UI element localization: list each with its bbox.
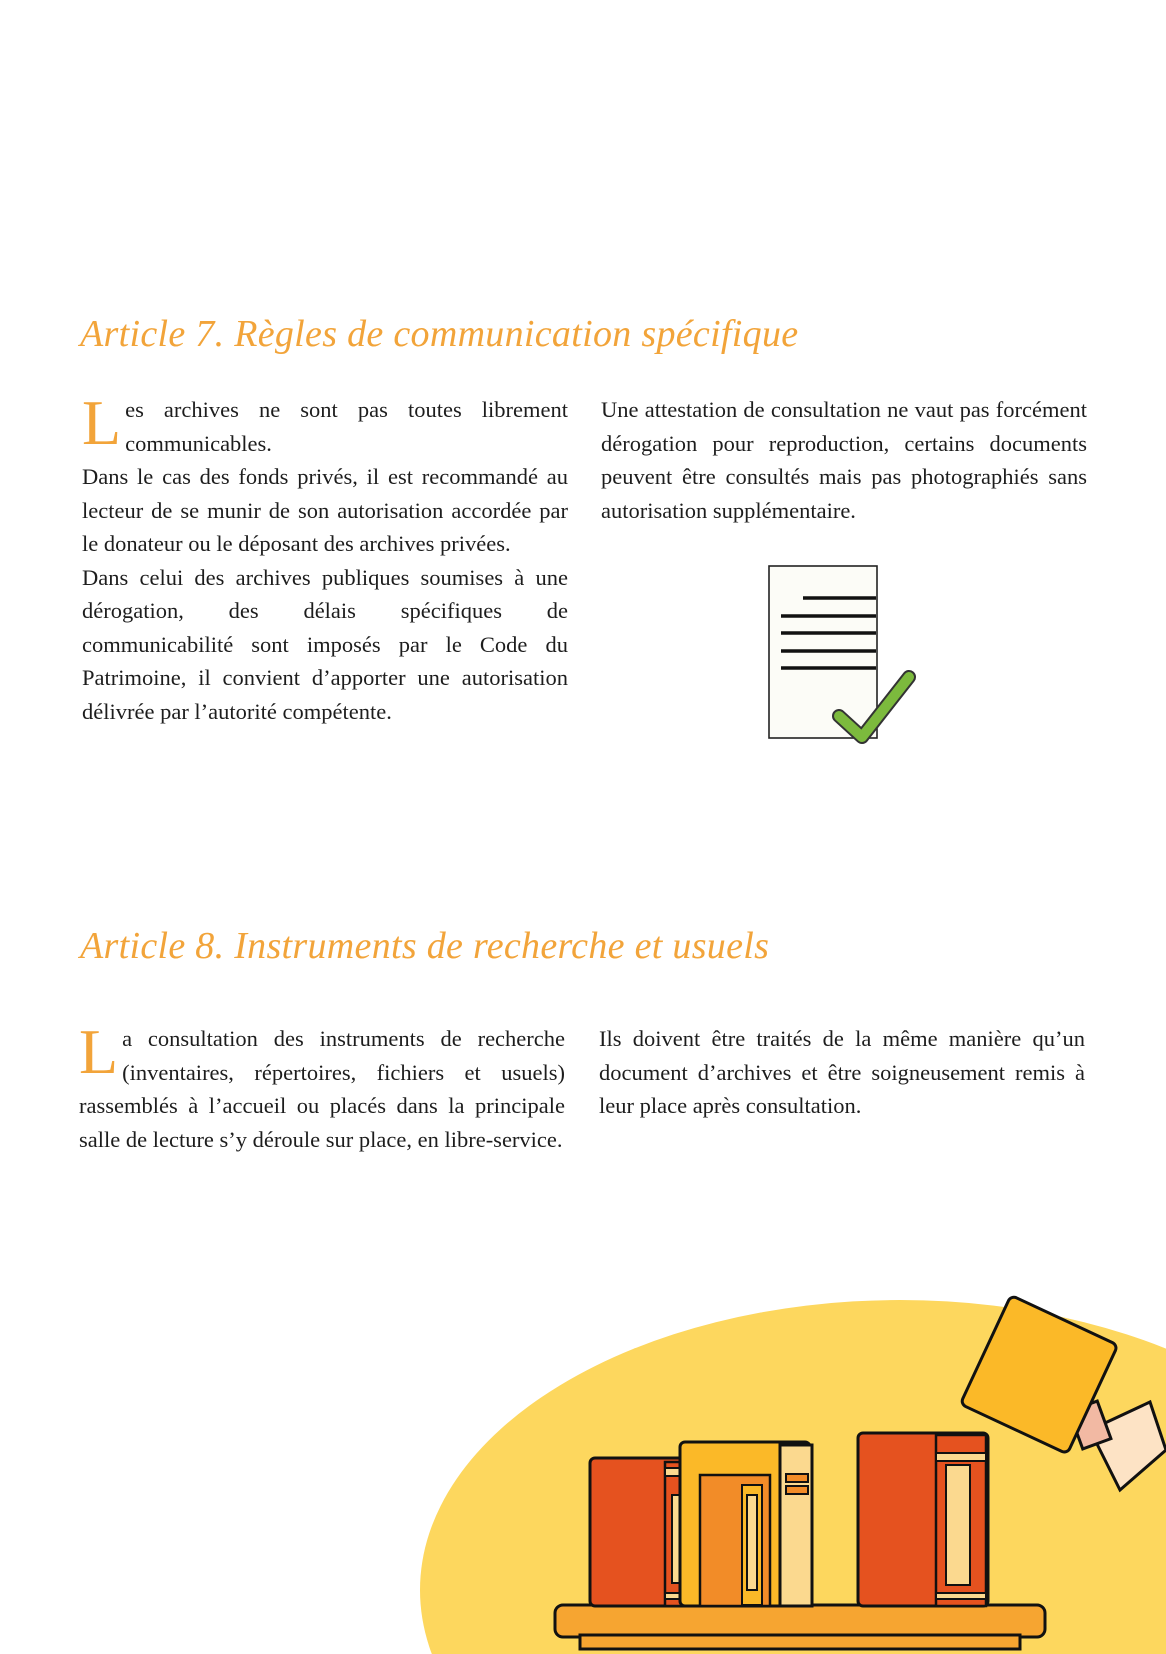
article-8-paragraph-1 <box>79 1016 565 1156</box>
article-8-title: Article 8. Instruments de recherche et usuels <box>80 925 770 967</box>
article-7-title: Article 7. Règles de communication spécifique <box>80 313 799 355</box>
article-7-paragraph-3: Dans celui des archives publiques soumises à une dérogation, des délais spécifiques de communicabilité sont imposés par le Code du Patrimoine, il convient d’apporter une autorisation délivrée par l’autorité compétente. <box>82 564 568 724</box>
dropcap: L <box>79 1016 119 1087</box>
article-7-paragraph-2: Dans le cas des fonds privés, il est recommandé au lecteur de se munir de son autorisation accordée par le donateur ou le déposant des archives privées. <box>82 464 568 556</box>
article-8-column-right <box>599 1022 1085 1123</box>
article-8-column-left <box>79 1016 565 1156</box>
article-8-text-1: a consultation des instruments de recherche (inventaires, répertoires, fichiers et usuels) rassemblés à l’accueil ou placés dans la principale salle de lecture s’y déroule sur place, en libre-service. <box>79 1026 565 1152</box>
dropcap: L <box>82 387 122 458</box>
article-7-column-right <box>601 393 1087 527</box>
document-check-icon <box>760 560 920 750</box>
article-8-paragraph-2: Ils doivent être traités de la même manière qu’un document d’archives et être soigneusement remis à leur place après consultation. <box>599 1026 1085 1118</box>
article-7-column-left <box>82 387 568 728</box>
article-7-paragraph-4: Une attestation de consultation ne vaut pas forcément dérogation pour reproduction, certains documents peuvent être consultés mais pas photographiés sans autorisation supplémentaire. <box>601 397 1087 523</box>
article-7-paragraph-1 <box>82 387 568 460</box>
article-7-text-1: es archives ne sont pas toutes librement communicables. <box>125 397 568 456</box>
books-shelf-illustration <box>0 1290 1166 1654</box>
